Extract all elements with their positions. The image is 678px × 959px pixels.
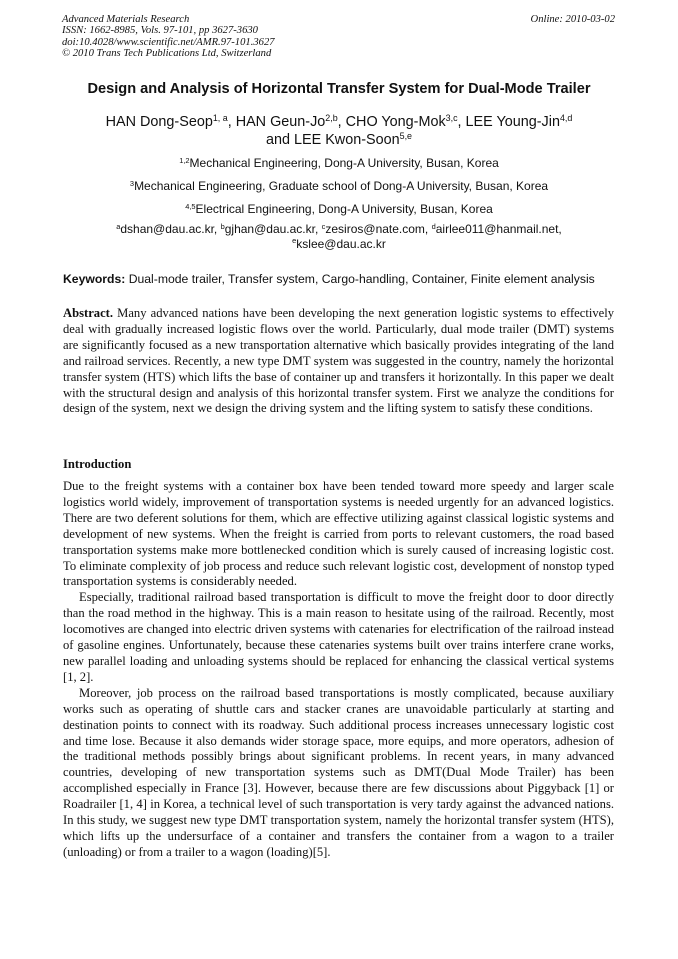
- paper-title: Design and Analysis of Horizontal Transfer System for Dual-Mode Trailer: [87, 81, 591, 97]
- paragraph: Moreover, job process on the railroad based transportations is mostly complicated, because auxiliary works such as operating of shuttle cars and stacker cranes are unavoidable particularly at starting and destination points to connect with its roadway. Such additional process increases unnecessary logistic cost and time lose. Because it also demands wider storage space, more equips, and more operators, adhesion of the traditional methods possibly brings about significant problems. In recent years, in many advanced countries, developing of new transportation systems such as DMT(Dual Mode Trailer) has been accomplished especially in France [3]. However, because there are few discussions about Piggyback [1] or Roadrailer [1, 4] in Korea, a technical level of such transportation is very tardy against the advanced nations. In this study, we suggest new type DMT transportation system, namely the horizontal transfer system (HTS), which lifts up the undersurface of a container and transfers the container from a wagon to a trailer (unloading) or from a trailer to a wagon (loading)[5].: [63, 685, 614, 859]
- author-conjunction: and: [265, 132, 294, 148]
- doi-line: doi:10.4028/www.scientific.net/AMR.97-101.3627: [62, 36, 275, 48]
- paragraph: Due to the freight systems with a container box have been tended toward more speedy and larger scale logistics world widely, improvement of transportation systems is needed urgently for an advanced logistics. There are two deferent solutions for them, which are effective utilizing against classical logistic systems and development of new systems. When the freight is carried from ports to relevant customers, the road based transportation systems make more bottlenecked condition which is surely caused of increasing logistic cost. To eliminate complexity of job process and reduce such relevant logistic cost, development of nonstop typed transportation systems is considerably needed.: [63, 479, 614, 589]
- email-link[interactable]: zesiros@nate.com,: [325, 222, 432, 236]
- section-heading-introduction: Introduction: [63, 457, 132, 471]
- journal-name: Advanced Materials Research: [62, 14, 190, 25]
- keywords-text: Dual-mode trailer, Transfer system, Cargo-handling, Container, Finite element analysis: [125, 272, 595, 286]
- online-date: Online: 2010-03-02: [530, 14, 615, 25]
- abstract: [63, 306, 614, 417]
- author: LEE Young-Jin$^{4,d}$: [465, 113, 573, 130]
- introduction-body: [63, 479, 614, 861]
- email-link[interactable]: gjhan@dau.ac.kr,: [224, 222, 322, 236]
- copyright-line: © 2010 Trans Tech Publications Ltd, Switzerland: [62, 48, 272, 60]
- author: HAN Geun-Jo$^{2,b}$,: [235, 113, 346, 130]
- email-list: $^a$dshan@dau.ac.kr, $^b$gjhan@dau.ac.kr, $^c$zesiros@nate.com, $^d$airlee011@hanmail.net, $^e$kslee@dau.ac.kr: [116, 221, 562, 251]
- author: LEE Kwon-Soon$^{5,e}$: [294, 131, 412, 148]
- abstract-label: Abstract.: [63, 306, 114, 320]
- keywords: [63, 272, 623, 286]
- email-link[interactable]: airlee011@hanmail.net,: [435, 222, 562, 236]
- affiliation: $^{1,2}$Mechanical Engineering, Dong-A University, Busan, Korea: [179, 155, 499, 170]
- abstract-text: Many advanced nations have been developing the next generation logistic systems to effectively deal with gradually increased logistic flows over the world. Particularly, dual mode trailer (DMT) systems are significantly focused as a new transportation alternative which basically provides integrating of the land and railroad services. Recently, a new type DMT system was suggested in the country, namely the horizontal transfer system (HTS) which lifts the base of container up and transfers it horizontally. In this paper we dealt with the structural design and analysis of this horizontal transfer system. First we analyze the conditions for design of the system, next we design the driving system and the lifting system to satisfy these conditions.: [63, 306, 614, 416]
- email-link[interactable]: dshan@dau.ac.kr,: [120, 222, 221, 236]
- journal-header: [62, 14, 275, 60]
- paragraph: Especially, traditional railroad based transportation is difficult to move the freight door to door directly than the road method in the highway. This is a main reason to hesitate using of the railroad. Recently, most locomotives are changed into electric driven systems with catenaries for electrification of the railroad instead of gasoline engines. Unfortunately, because these catenaries systems built over trains interfere crane works, new parallel loading and unloading systems should be replaced for enhancing the classical vertical systems [1, 2].: [63, 590, 614, 684]
- issn-line: ISSN: 1662-8985, Vols. 97-101, pp 3627-3630: [62, 25, 258, 37]
- affiliation: $^3$Mechanical Engineering, Graduate school of Dong-A University, Busan, Korea: [129, 178, 549, 193]
- author: HAN Dong-Seop$^{1, a}$,: [105, 113, 236, 130]
- email-link[interactable]: kslee@dau.ac.kr: [296, 236, 386, 251]
- author-list: [40, 113, 638, 149]
- author: CHO Yong-Mok$^{3,c}$,: [345, 113, 466, 130]
- affiliation: $^{4,5}$Electrical Engineering, Dong-A University, Busan, Korea: [185, 201, 493, 216]
- keywords-label: Keywords:: [63, 272, 126, 286]
